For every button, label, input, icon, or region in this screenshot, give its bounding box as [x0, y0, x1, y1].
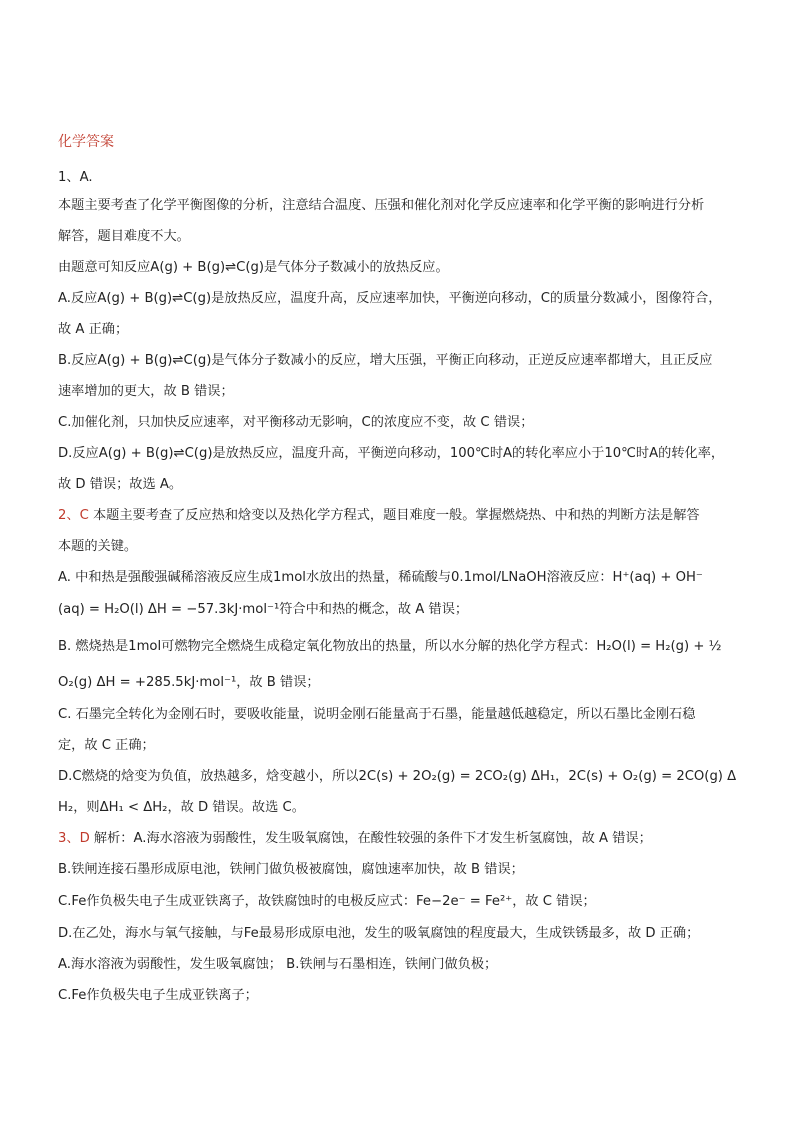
text-line: 由题意可知反应A(g) + B(g)⇌C(g)是气体分子数减小的放热反应。 — [58, 260, 449, 275]
text-line: A.反应A(g) + B(g)⇌C(g)是放热反应，温度升高，反应速率加快，平衡逆向移动，C的质量分数减小，图像符合， — [58, 291, 722, 306]
text-line: C.Fe作负极失电子生成亚铁离子； — [58, 988, 258, 1003]
answer-3-heading: 3、D 解析：A.海水溶液为弱酸性，发生吸氧腐蚀，在酸性较强的条件下才发生析氢腐蚀，故 A 错误； — [58, 831, 652, 846]
text-line: D.在乙处，海水与氧气接触，与Fe最易形成原电池，发生的吸氧腐蚀的程度最大，生成铁锈最多，故 D 正确； — [58, 926, 700, 941]
text-line: D.C燃烧的焓变为负值，放热越多，焓变越小，所以2C(s) + 2O₂(g) = 2CO₂(g) ΔH₁，2C(s) + O₂(g) = 2CO(g) Δ — [58, 769, 737, 784]
page-title: 化学答案 — [58, 134, 114, 150]
text-line: A.海水溶液为弱酸性，发生吸氧腐蚀； B.铁闸与石墨相连，铁闸门做负极； — [58, 957, 498, 972]
text-line: C. 石墨完全转化为金刚石时，要吸收能量，说明金刚石能量高于石墨，能量越低越稳定，所以石墨比金刚石稳 — [58, 707, 696, 722]
text-line: 故 A 正确； — [58, 322, 129, 337]
text-line: O₂(g) ΔH = +285.5kJ·mol⁻¹，故 B 错误； — [58, 675, 320, 690]
text-line: C.Fe作负极失电子生成亚铁离子，故铁腐蚀时的电极反应式：Fe−2e⁻ = Fe²⁺，故 C 错误； — [58, 894, 596, 909]
text-line: (aq) = H₂O(l) ΔH = −57.3kJ·mol⁻¹符合中和热的概念，故 A 错误； — [58, 602, 469, 617]
text-line: B.反应A(g) + B(g)⇌C(g)是气体分子数减小的反应，增大压强，平衡正向移动，正逆反应速率都增大，且正反应 — [58, 353, 713, 368]
text-line: 定，故 C 正确； — [58, 738, 155, 753]
text-line: B. 燃烧热是1mol可燃物完全燃烧生成稳定氧化物放出的热量，所以水分解的热化学方程式：H₂O(l) = H₂(g) + ½ — [58, 639, 722, 654]
text-line: D.反应A(g) + B(g)⇌C(g)是放热反应，温度升高，平衡逆向移动，100℃时A的转化率应小于10℃时A的转化率， — [58, 446, 725, 461]
text-line: 本题的关键。 — [58, 539, 138, 554]
text-line: C.加催化剂，只加快反应速率，对平衡移动无影响，C的浓度应不变，故 C 错误； — [58, 415, 534, 430]
text-line: B.铁闸连接石墨形成原电池，铁闸门做负极被腐蚀，腐蚀速率加快，故 B 错误； — [58, 862, 524, 877]
text-line: 速率增加的更大，故 B 错误； — [58, 384, 234, 399]
text-line: 解答，题目难度不大。 — [58, 229, 190, 244]
answer-1-heading: 1、A. — [58, 170, 93, 185]
text-line: A. 中和热是强酸强碱稀溶液反应生成1mol水放出的热量，稀硫酸与0.1mol/LNaOH溶液反应：H⁺(aq) + OH⁻ — [58, 570, 703, 585]
text-line: 故 D 错误；故选 A。 — [58, 477, 183, 492]
answer-2-heading: 2、C 本题主要考查了反应热和焓变以及热化学方程式，题目难度一般。掌握燃烧热、中和热的判断方法是解答 — [58, 508, 700, 523]
text-line: H₂，则ΔH₁ < ΔH₂，故 D 错误。故选 C。 — [58, 800, 305, 815]
text-line: 本题主要考查了化学平衡图像的分析，注意结合温度、压强和催化剂对化学反应速率和化学平衡的影响进行分析 — [58, 198, 705, 213]
